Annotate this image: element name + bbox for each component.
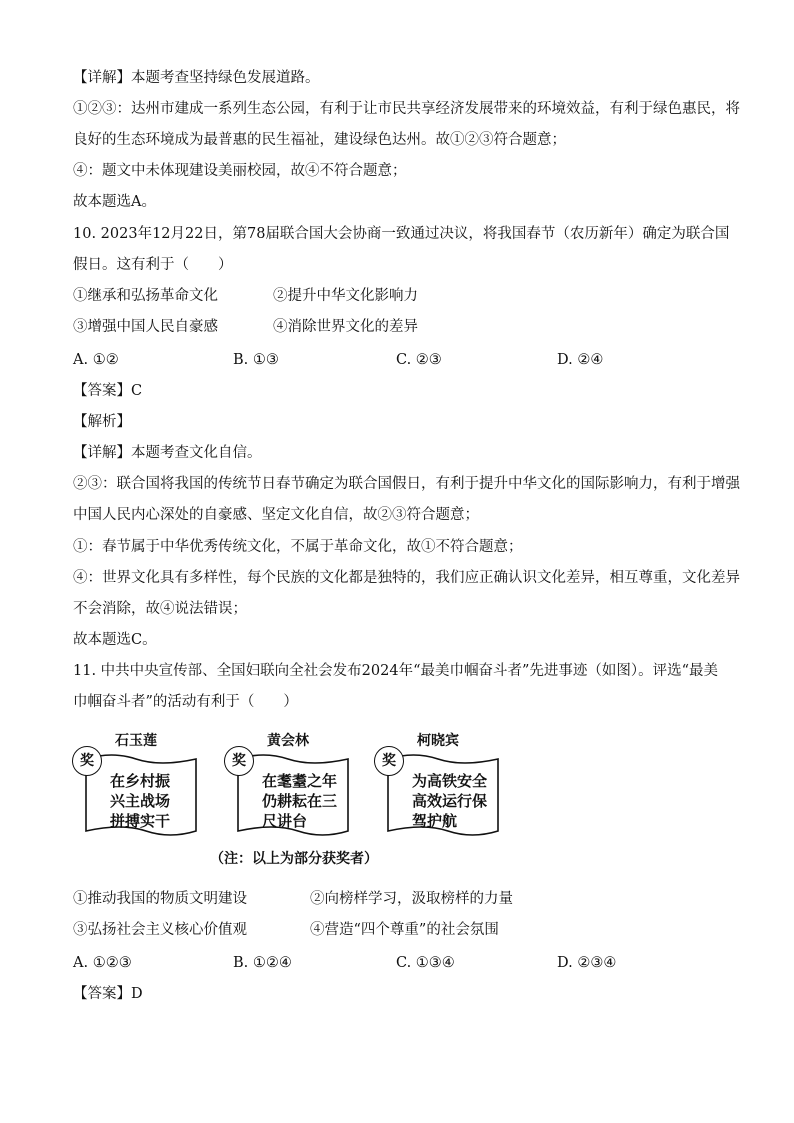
detail-line: 【详解】本题考查文化自信。: [73, 445, 262, 461]
option-c: C. ②③: [396, 352, 442, 368]
explanation-line: ④：题文中未体现建设美丽校园，故④不符合题意；: [73, 163, 407, 179]
option-a: A. ①②: [73, 352, 119, 368]
answer-line: 【答案】D: [73, 986, 143, 1002]
statement-2: ②提升中华文化影响力: [273, 288, 418, 304]
option-d: D. ②③④: [557, 955, 617, 971]
statement-3: ③增强中国人民自豪感: [73, 319, 218, 335]
explanation-line: ②③：联合国将我国的传统节日春节确定为联合国假日，有利于提升中华文化的国际影响力，有利于增强: [73, 476, 740, 492]
analysis-heading: 【解析】: [73, 414, 131, 430]
award-card: [224, 733, 352, 841]
statement-4: ④消除世界文化的差异: [273, 319, 418, 335]
award-text: 在耄耋之年 仍耕耘在三 尺讲台: [262, 772, 338, 830]
option-c: C. ①③④: [396, 955, 455, 971]
figure-note: （注：以上为部分获奖者）: [210, 851, 378, 867]
question-10-stem: 假日。这有利于（ ）: [73, 257, 233, 273]
explanation-line: 不会消除，故④说法错误；: [73, 601, 247, 617]
award-badge-icon: 奖: [224, 746, 254, 776]
question-10-stem: 10. 2023年12月22日，第78届联合国大会协商一致通过决议，将我国春节（农历新年）确定为联合国: [73, 226, 730, 242]
explanation-line: 良好的生态环境成为最普惠的民生福祉，建设绿色达州。故①②③符合题意；: [73, 132, 566, 148]
awardee-name: 黄会林: [267, 733, 309, 749]
conclusion-line: 故本题选A。: [73, 194, 156, 210]
awardee-name: 柯晓宾: [417, 733, 459, 749]
question-11-stem: 11. 中共中央宣传部、全国妇联向全社会发布2024年“最美巾帼奋斗者”先进事迹（如图）。评选“最美: [73, 663, 719, 679]
award-card: [374, 733, 502, 841]
award-text: 为高铁安全 高效运行保 驾护航: [412, 772, 488, 830]
awardee-name: 石玉莲: [115, 733, 157, 749]
question-11-stem: 巾帼奋斗者”的活动有利于（ ）: [73, 694, 298, 710]
statement-1: ①继承和弘扬革命文化: [73, 288, 218, 304]
statement-4: ④营造“四个尊重”的社会氛围: [310, 922, 499, 938]
statement-3: ③弘扬社会主义核心价值观: [73, 922, 247, 938]
detail-line: 【详解】本题考查坚持绿色发展道路。: [73, 70, 320, 86]
answer-line: 【答案】C: [73, 383, 143, 399]
award-text: 在乡村振 兴主战场 拼搏实干: [110, 772, 171, 830]
statement-2: ②向榜样学习，汲取榜样的力量: [310, 891, 513, 907]
explanation-line: ④：世界文化具有多样性，每个民族的文化都是独特的，我们应正确认识文化差异，相互尊重，文化差异: [73, 570, 740, 586]
option-b: B. ①③: [233, 352, 279, 368]
option-d: D. ②④: [557, 352, 604, 368]
option-b: B. ①②④: [233, 955, 292, 971]
award-card: [72, 733, 200, 841]
statement-1: ①推动我国的物质文明建设: [73, 891, 247, 907]
explanation-line: ①②③：达州市建成一系列生态公园，有利于让市民共享经济发展带来的环境效益，有利于绿色惠民，将: [73, 101, 740, 117]
explanation-line: ①：春节属于中华优秀传统文化，不属于革命文化，故①不符合题意；: [73, 539, 523, 555]
award-badge-icon: 奖: [72, 746, 102, 776]
award-badge-icon: 奖: [374, 746, 404, 776]
explanation-line: 中国人民内心深处的自豪感、坚定文化自信，故②③符合题意；: [73, 507, 479, 523]
option-a: A. ①②③: [73, 955, 132, 971]
conclusion-line: 故本题选C。: [73, 632, 157, 648]
